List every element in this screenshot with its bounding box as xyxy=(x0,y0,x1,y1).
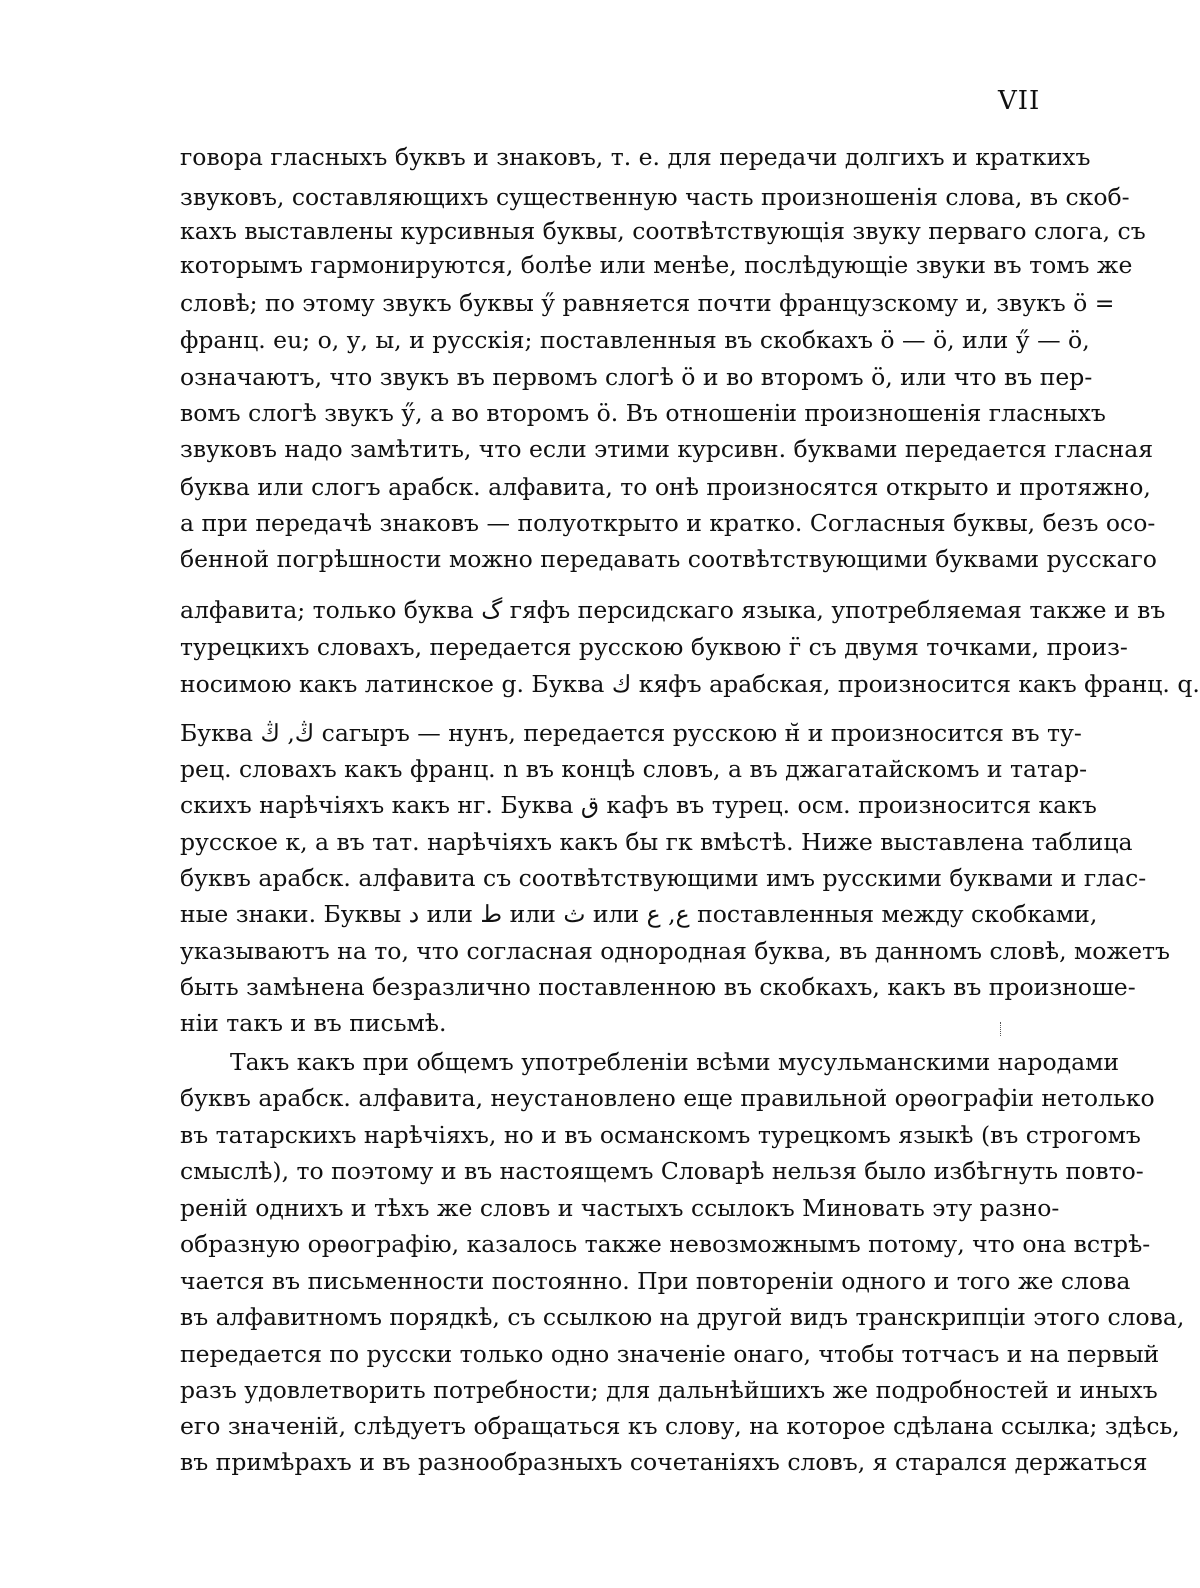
text-line: бенной погрѣшности можно передавать соотвѣтствующими буквами русскаго xyxy=(180,545,1157,573)
text-line: ные знаки. Буквы د или ط или ث или ع, ع поставленныя между скобками, xyxy=(180,900,1098,928)
text-line: буквъ арабск. алфавита съ соотвѣтствующими имъ русскими буквами и глас- xyxy=(180,864,1147,892)
text-line: буква или слогъ арабск. алфавита, то онѣ произносятся открыто и протяжно, xyxy=(180,473,1151,501)
text-line: франц. eu; о, у, ы, и русскія; поставленныя въ скобкахъ ӧ — ӧ, или ӳ — ӧ, xyxy=(180,326,1090,354)
text-line: въ татарскихъ нарѣчіяхъ, но и въ османскомъ турецкомъ языкѣ (въ строгомъ xyxy=(180,1121,1141,1149)
text-line: въ алфавитномъ порядкѣ, съ ссылкою на другой видъ транскрипціи этого слова, xyxy=(180,1303,1185,1331)
text-line: алфавита; только буква گ гяфъ персидскаго языка, употребляемая также и въ xyxy=(180,596,1166,624)
text-line: словѣ; по этому звукъ буквы ӳ равняется почти французскому и, звукъ ӧ = xyxy=(180,289,1115,317)
text-line: означаютъ, что звукъ въ первомъ слогѣ ӧ и во второмъ ӧ, или что въ пер- xyxy=(180,363,1093,391)
text-line: смыслѣ), то поэтому и въ настоящемъ Словарѣ нельзя было избѣгнуть повто- xyxy=(180,1157,1144,1185)
text-line: чается въ письменности постоянно. При повтореніи одного и того же слова xyxy=(180,1267,1131,1295)
page-number: VII xyxy=(998,86,1041,116)
text-line: которымъ гармонируются, болѣе или менѣе, послѣдующіе звуки въ томъ же xyxy=(180,251,1133,279)
text-line: турецкихъ словахъ, передается русскою буквою г̈ съ двумя точками, произ- xyxy=(180,633,1128,661)
text-line: указываютъ на то, что согласная однородная буква, въ данномъ словѣ, можетъ xyxy=(180,937,1170,965)
text-line: Буква ڭ, ڭ сагыръ — нунъ, передается русскою н̆ и произносится въ ту- xyxy=(180,719,1082,747)
text-line: кахъ выставлены курсивныя буквы, соотвѣтствующія звуку перваго слога, съ xyxy=(180,217,1146,245)
text-line: быть замѣнена безразлично поставленною въ скобкахъ, какъ въ произноше- xyxy=(180,973,1136,1001)
text-line: звуковъ, составляющихъ существенную часть произношенія слова, въ скоб- xyxy=(180,183,1130,211)
text-line: вомъ слогѣ звукъ ӳ, а во второмъ ӧ. Въ отношеніи произношенія гласныхъ xyxy=(180,399,1106,427)
text-line: въ примѣрахъ и въ разнообразныхъ сочетаніяхъ словъ, я старался держаться xyxy=(180,1448,1148,1476)
text-line: скихъ нарѣчіяхъ какъ нг. Буква ق кафъ въ турец. осм. произносится какъ xyxy=(180,791,1097,819)
text-line: рец. словахъ какъ франц. n въ концѣ словъ, а въ джагатайскомъ и татар- xyxy=(180,755,1088,783)
text-line: ніи такъ и въ письмѣ. xyxy=(180,1009,447,1037)
text-line: носимою какъ латинское g. Буква ك кяфъ арабская, произносится какъ франц. q. xyxy=(180,670,1200,698)
text-line: говора гласныхъ буквъ и знаковъ, т. е. для передачи долгихъ и краткихъ xyxy=(180,143,1091,171)
text-line: а при передачѣ знаковъ — полуоткрыто и кратко. Согласныя буквы, безъ осо- xyxy=(180,509,1156,537)
text-line: разъ удовлетворить потребности; для дальнѣйшихъ же подробностей и иныхъ xyxy=(180,1376,1158,1404)
margin-mark xyxy=(1000,1022,1003,1036)
text-line: Такъ какъ при общемъ употребленіи всѣми мусульманскими народами xyxy=(230,1048,1120,1076)
text-line: русское к, а въ тат. нарѣчіяхъ какъ бы гк вмѣстѣ. Ниже выставлена таблица xyxy=(180,828,1133,856)
text-line: передается по русски только одно значеніе онаго, чтобы тотчасъ и на первый xyxy=(180,1340,1160,1368)
text-line: образную орѳографію, казалось также невозможнымъ потому, что она встрѣ- xyxy=(180,1230,1151,1258)
text-line: звуковъ надо замѣтить, что если этими курсивн. буквами передается гласная xyxy=(180,435,1154,463)
text-line: буквъ арабск. алфавита, неустановлено еще правильной орѳографіи нетолько xyxy=(180,1084,1155,1112)
text-line: реній однихъ и тѣхъ же словъ и частыхъ ссылокъ Миновать эту разно- xyxy=(180,1194,1060,1222)
text-line: его значеній, слѣдуетъ обращаться къ слову, на которое сдѣлана ссылка; здѣсь, xyxy=(180,1412,1180,1440)
